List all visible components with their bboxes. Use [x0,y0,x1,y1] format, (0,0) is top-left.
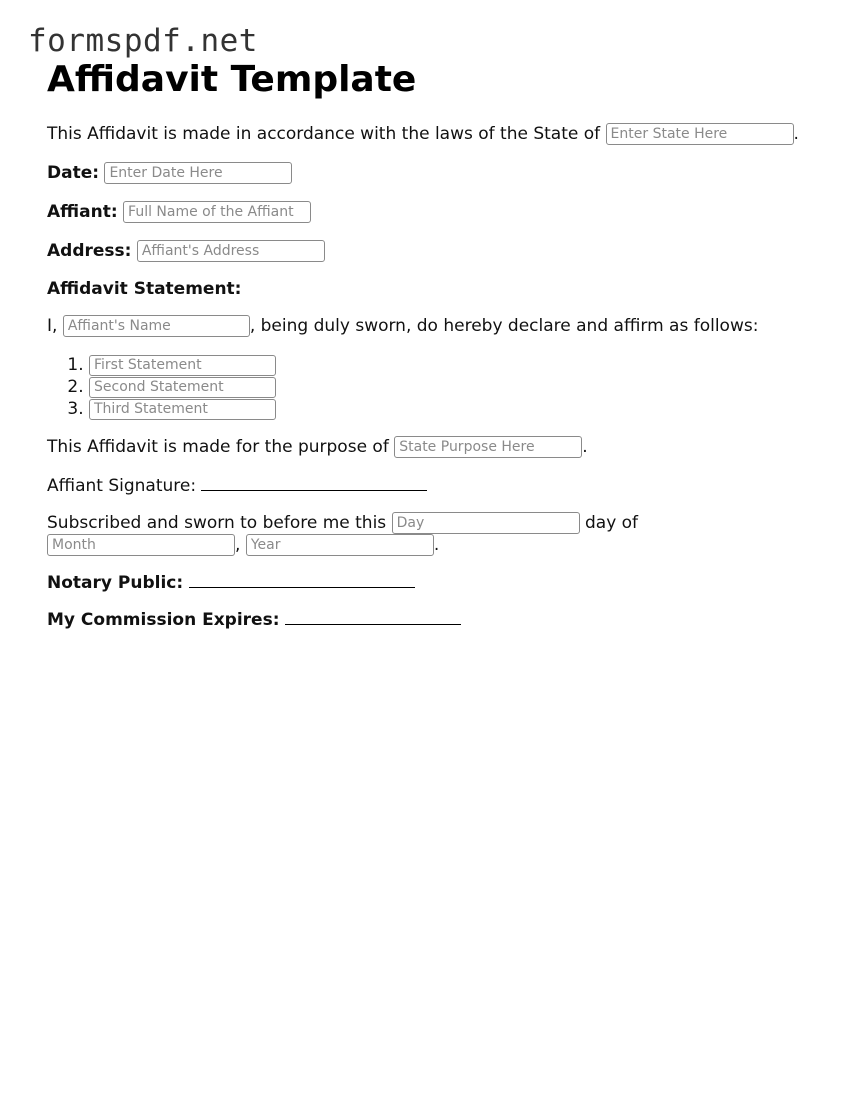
address-input[interactable] [137,240,325,262]
list-item [89,398,276,420]
state-input[interactable] [606,123,794,145]
day-input[interactable] [392,512,580,534]
second-statement-input[interactable] [89,377,276,398]
list-item [89,354,276,376]
declaration-suffix: , being duly sworn, do hereby declare and affirm as follows: [249,316,759,336]
affiant-name-input[interactable] [123,201,311,223]
address-row [47,240,325,262]
notary-label: Notary Public: [47,573,184,593]
statement-list [47,354,276,420]
declaration-prefix: I, [47,316,58,336]
signature-row [47,475,427,497]
month-year-line [47,534,439,556]
day-of-text: day of [584,513,639,533]
commission-date-line[interactable] [285,610,461,625]
statement-heading: Affidavit Statement: [47,279,242,299]
month-input[interactable] [47,534,235,556]
first-statement-input[interactable] [89,355,276,376]
purpose-period: . [582,437,588,457]
third-statement-input[interactable] [89,399,276,420]
date-input[interactable] [104,162,292,184]
purpose-text: This Affidavit is made for the purpose of [47,437,389,457]
comma: , [235,535,241,555]
declarant-name-input[interactable] [63,315,250,337]
intro-text: This Affidavit is made in accordance with the laws of the State of [47,124,601,144]
intro-line [47,123,799,145]
purpose-input[interactable] [394,436,582,458]
address-label: Address: [47,241,132,261]
date-label: Date: [47,163,100,183]
affiant-label: Affiant: [47,202,118,222]
commission-label: My Commission Expires: [47,610,280,630]
signature-label: Affiant Signature: [47,476,197,496]
date-row [47,162,292,184]
sworn-line [47,512,638,534]
purpose-line [47,436,588,458]
declaration-line [47,315,758,337]
year-input[interactable] [246,534,434,556]
notary-row [47,572,415,594]
watermark-logo: formspdf.net [28,23,258,59]
sworn-text: Subscribed and sworn to before me this [47,513,387,533]
page-title: Affidavit Template [47,59,417,100]
affiant-row [47,201,311,223]
intro-period: . [793,124,799,144]
list-item [89,376,276,398]
sworn-period: . [433,535,440,555]
signature-line[interactable] [201,476,427,491]
commission-row [47,609,461,631]
notary-signature-line[interactable] [189,573,415,588]
